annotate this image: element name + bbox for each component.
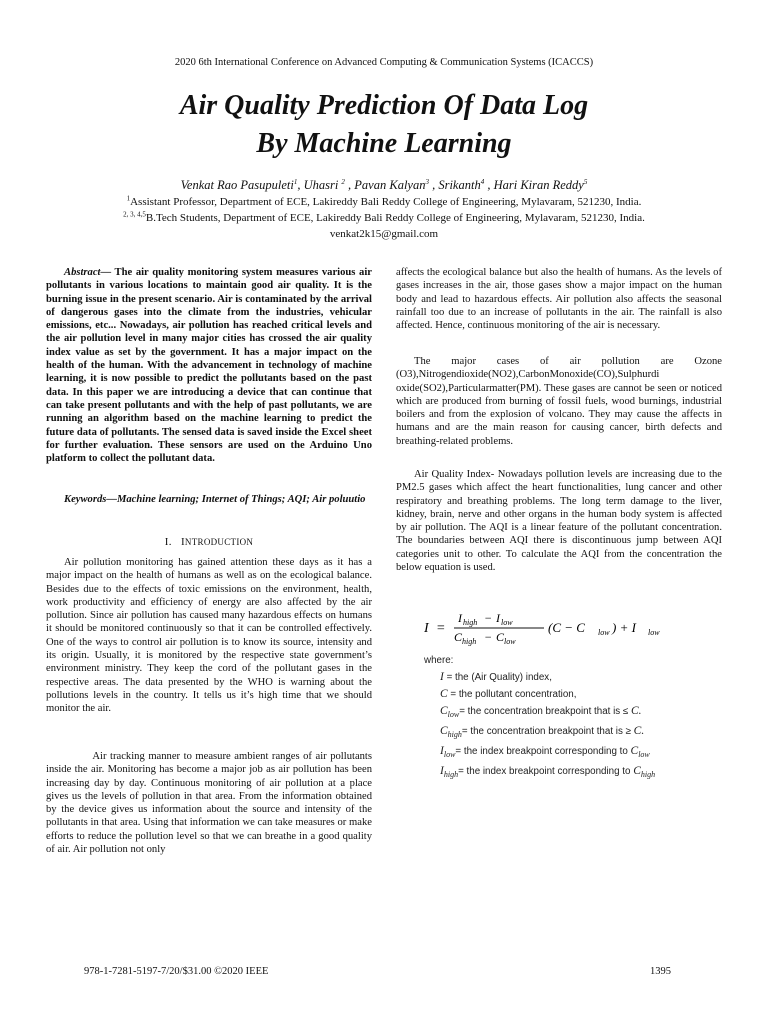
section-heading-introduction	[46, 536, 372, 548]
aqi-equation	[424, 610, 724, 646]
page-number: 1395	[650, 966, 671, 977]
definition-item: $I_{high}=$ the index breakpoint corresponding to $C_{high}$	[440, 764, 656, 779]
paragraph-text: Air tracking manner to measure ambient ranges of air pollutants inside the air. Monitoring has become a major job as air pollution has been increasing day by day. Continuous monitoring of air pollution at a place gives us the levels of pollution in that area. From the information obtained by the device gives us information about the source and intensity of the pollutants in that area. Using that information we can take measures or make efforts to reduce the pollution level so that we can breathe in a good quality of air. Air pollution not only	[46, 751, 375, 856]
author-sup: 3	[425, 177, 429, 186]
definition-item: $C_{high}=$ the concentration breakpoint that is ≥ C.	[440, 724, 645, 739]
footer-copyright: 978-1-7281-5197-7/20/$31.00 ©2020 IEEE	[84, 966, 269, 977]
eq-den-a: C	[454, 630, 463, 644]
abstract	[46, 266, 372, 465]
definition-item: I = the (Air Quality) index,	[440, 671, 552, 683]
eq-num-minus: −	[484, 611, 493, 625]
eq-num-a-sub: high	[463, 618, 478, 627]
eq-lhs: I	[424, 621, 429, 636]
eq-den-a-sub: high	[462, 637, 477, 646]
right-paragraph-3	[396, 468, 722, 574]
affiliation-sup: 1	[126, 194, 131, 203]
right-paragraph-1	[396, 266, 722, 332]
eq-num-b: I	[496, 611, 500, 625]
eq-num-b-sub: low	[501, 618, 513, 627]
abstract-text: The air quality monitoring system measures various air pollutants in various locations to maintain good air quality. It is the burning issue in the present scenario. Air is contaminated by the arrival of dangerous gases into the climate from the industries, vehicular emissions, etc... Nowadays, air pollution has reached critical levels and the air pollution level in many major cities has crossed the air quality index value as set by the government. It has a major impact on the health of the human. With the advancement in technology of machine learning, it is now possible to predict the pollutants based on the past data. In this paper we are introducing a device that can continue that can take present pollutants and with the help of past pollutants, we are running an algorithm based on the machine learning to predict the future data of pollutants. The sensed data is saved inside the Excel sheet for further evaluation. These sensors are used on the Arduino Uno platform to collect the pollutant data.	[46, 267, 372, 465]
eq-tail-open: (C − C	[548, 620, 585, 635]
paper-title-line-1: Air Quality Prediction Of Data Log	[179, 90, 589, 121]
abstract-dash: —	[100, 267, 115, 278]
eq-den-minus: −	[484, 630, 493, 644]
section-initial: I	[180, 536, 185, 548]
intro-paragraph-2	[46, 750, 375, 856]
eq-num-a: I	[458, 611, 462, 625]
eq-den-b-sub: low	[504, 637, 516, 646]
author-sup: 2	[341, 177, 345, 186]
paragraph-text: The major cases of air pollution are Ozone (O3),Nitrogendioxide(NO2),CarbonMonoxide(CO),Sulphurdi oxide(SO2),Particularmatter(PM). These gases are cannot be seen or noticed which are produced from burning of fossil fuels, wood burnings, industrial boilers and from the explosion of volcano. They may cause the affects in humans and are the main reason for causing cancer, birth defects and breathing-related problems.	[396, 356, 722, 447]
author-name: , Uhasri	[297, 178, 342, 192]
keywords	[46, 493, 372, 506]
author-sup: 1	[293, 177, 298, 186]
right-paragraph-2	[396, 355, 722, 448]
author-name: , Srikanth	[428, 178, 481, 192]
author-name: , Pavan Kalyan	[344, 178, 426, 192]
author-name: Venkat Rao Pasupuleti	[180, 178, 294, 192]
paragraph-text: Air pollution monitoring has gained attention these days as it has a major impact on the health of humans as well as on the ecological balance. Besides due to the effects of toxic emissions on the environment, health, work productivity and efficiency of energy are also affected by the air pollution. Since air pollution has caused many hazardous effects on humans it should be monitored continuously so that it can be controlled effectively. One of the ways to control air pollution is to know its source, intensity and its origin. Usually, it is monitored by the respective state government’s environment ministry. They keep the cord of the pollutant gases in the respective areas. The data presented by the WHO is warning about the pollutions levels in the country. It tells us it’s high time that we should monitor the air.	[46, 557, 372, 715]
paragraph-text: Air Quality Index- Nowadays pollution levels are increasing due to the PM2.5 gases which affect the heart functionalities, lung cancer and other respiratory and breathing problems. The long term damage to the liver, kidney, brain, nerve and other organs in the human body system is affected by air pollution. The AQI is a linear feature of the pollutant concentration. The boundaries between AQI there is discontinuous jump between AQI categories unit to other. To calculate the AQI from the concentration the below equation is used.	[396, 469, 722, 574]
section-rest: NTRODUCTION	[184, 537, 254, 547]
intro-paragraph-1	[46, 556, 372, 716]
abstract-label: Abstract	[64, 267, 101, 278]
eq-tail-close: ) + I	[612, 620, 636, 635]
keywords-text: Keywords—Machine learning; Internet of Things; AQI; Air poluutio	[64, 494, 366, 505]
paper-title-line-2: By Machine Learning	[256, 128, 512, 159]
paragraph-text: affects the ecological balance but also the health of humans. As the levels of gases increases in the air, those gases show a major impact on the human body and lead to hazardous effects. Air pollution also affects the seasonal rainfall too due to an increase of pollutants in the air. The rainfall is also affected. Hence, continuous monitoring of the air is necessary.	[396, 267, 722, 332]
affiliation-text: Assistant Professor, Department of ECE, Lakireddy Bali Reddy College of Engineering, Mylavaram, 521230, India.	[130, 196, 642, 208]
affiliation-text: B.Tech Students, Department of ECE, Lakireddy Bali Reddy College of Engineering, Mylavaram, 521230, India.	[145, 212, 645, 224]
eq-tail-sub: low	[598, 628, 610, 637]
definition-item: $C_{low}=$ the concentration breakpoint that is ≤ C.	[440, 705, 642, 719]
where-label: where:	[424, 655, 454, 666]
author-list	[0, 178, 768, 193]
affiliation-sup: 2, 3, 4,5	[123, 210, 146, 219]
eq-den-b: C	[496, 630, 505, 644]
eq-tail2-sub: low	[648, 628, 660, 637]
section-numeral: I.	[164, 536, 172, 548]
author-sup: 5	[583, 177, 588, 186]
definition-item: C = the pollutant concentration,	[440, 688, 577, 700]
author-name: , Hari Kiran Reddy	[484, 178, 584, 192]
affiliation-2	[0, 210, 768, 226]
author-email: venkat2k15@gmail.com	[329, 228, 439, 240]
affiliation-1	[0, 194, 768, 210]
definition-item: $I_{low}=$ the index breakpoint corresponding to $C_{low}$	[440, 744, 650, 759]
eq-equals: =	[436, 621, 446, 636]
author-sup: 4	[480, 177, 485, 186]
variable-definitions	[440, 669, 655, 783]
conference-header: 2020 6th International Conference on Advanced Computing & Communication Systems (ICACCS)	[174, 57, 594, 68]
